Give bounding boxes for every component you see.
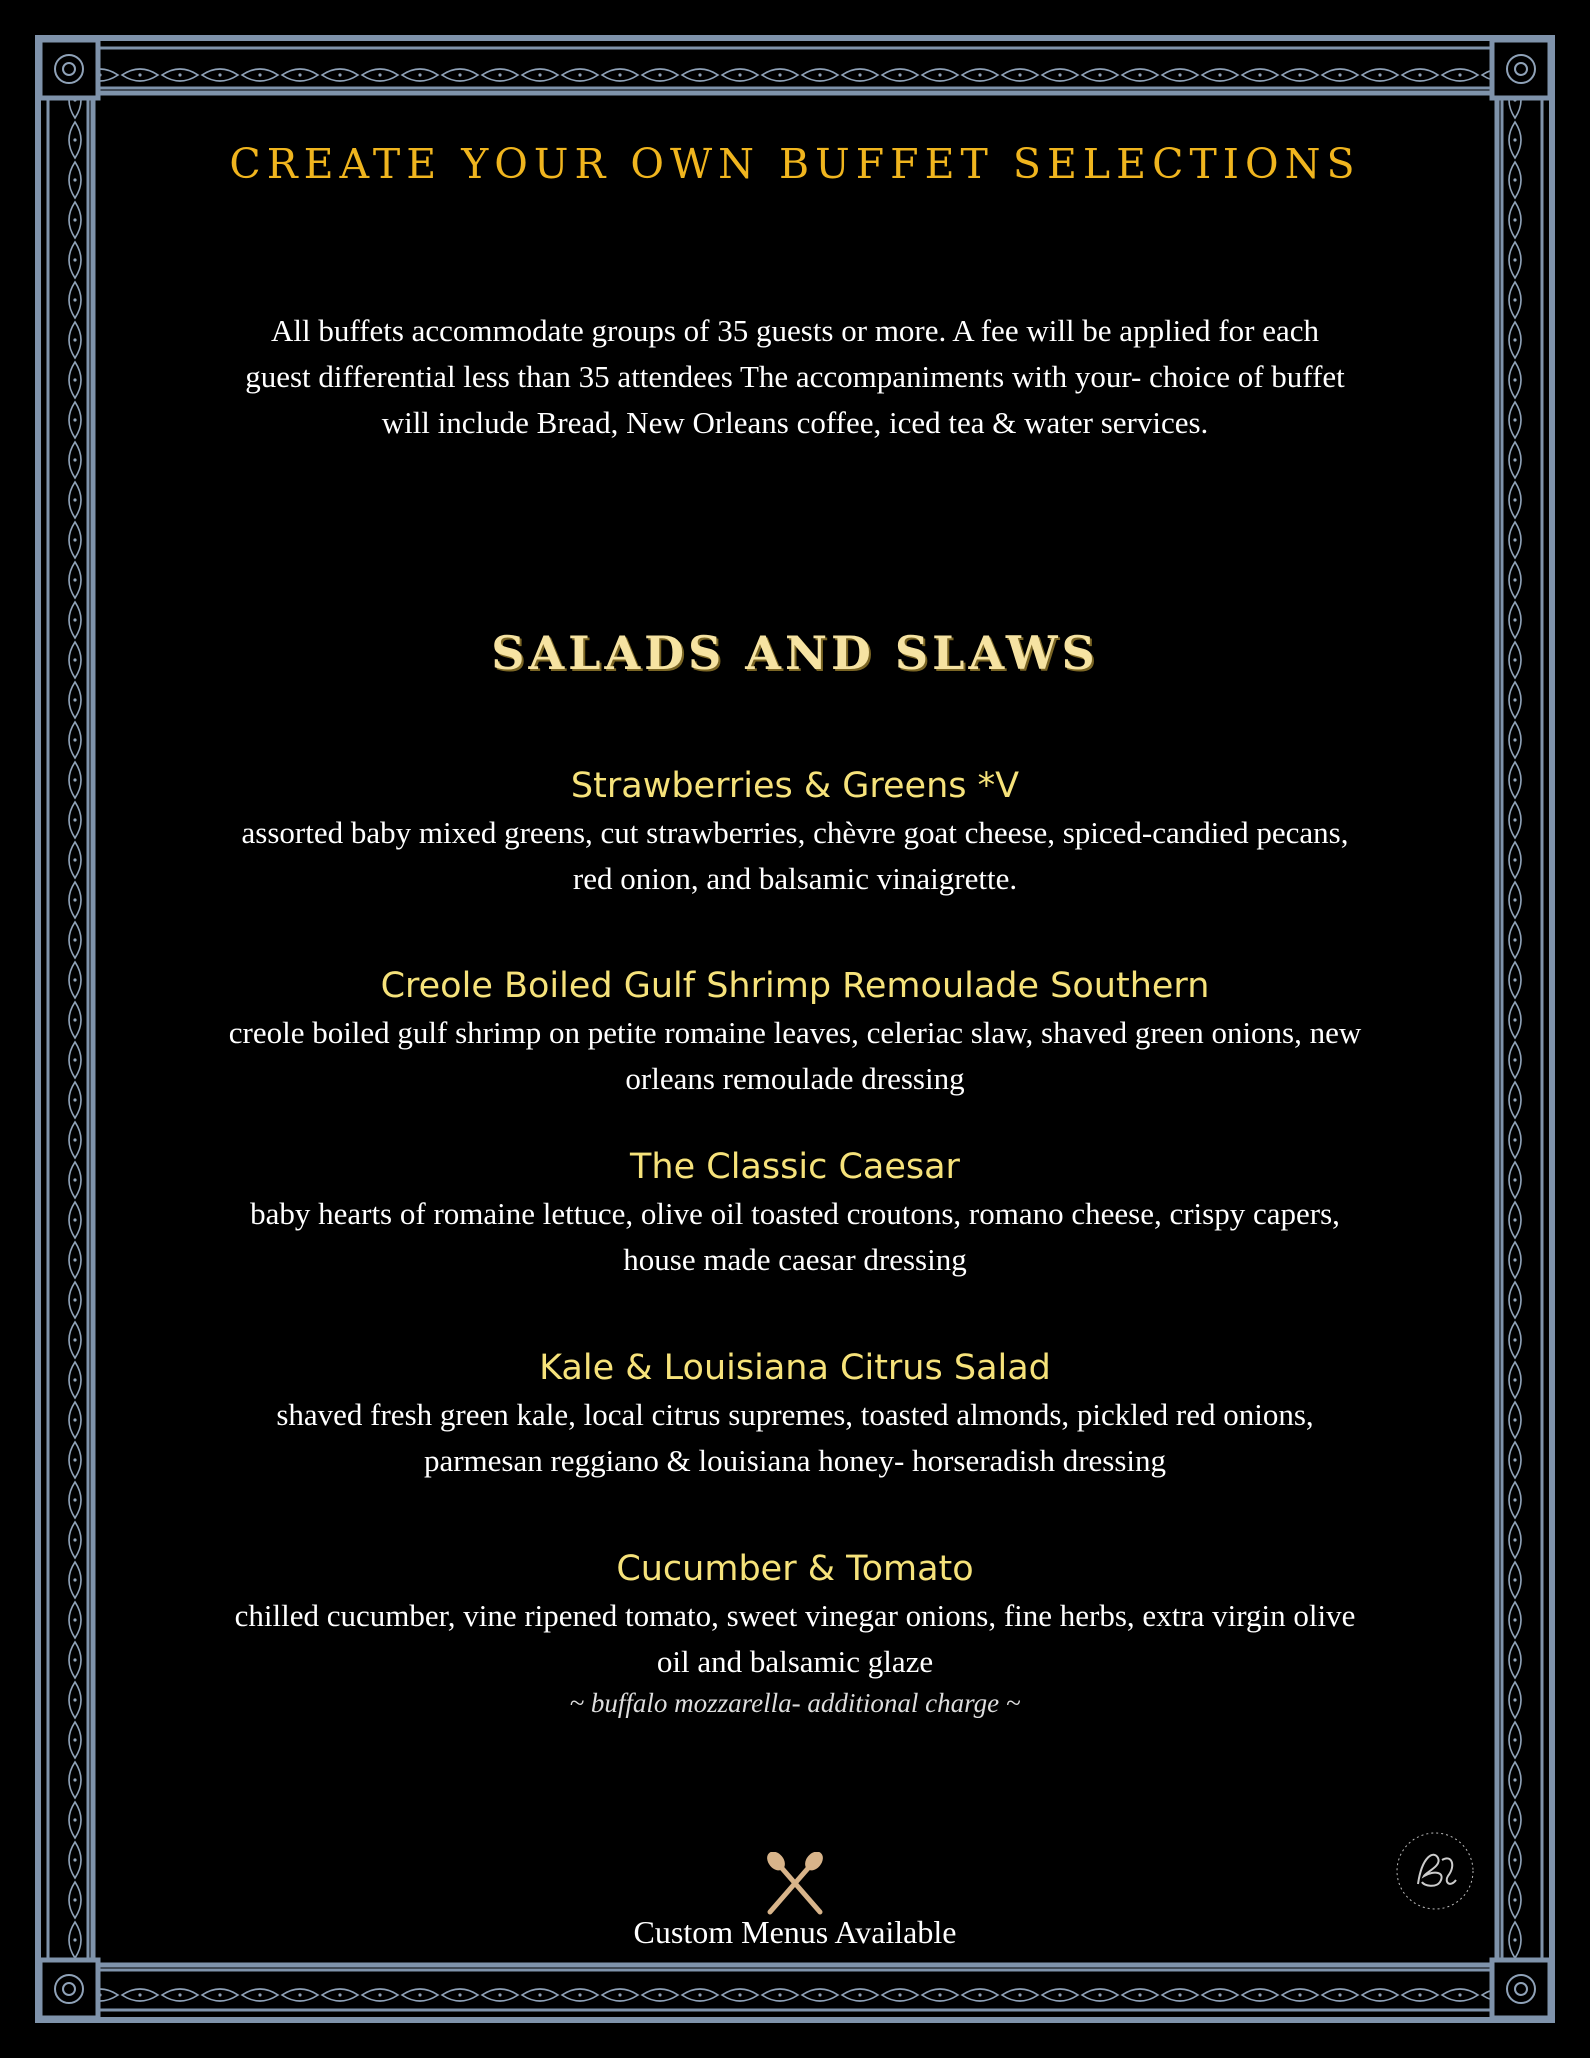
menu-item-description: creole boiled gulf shrimp on petite romaine leaves, celeriac slaw, shaved green onions, new orleans remoulade dressing [228,1015,1362,1096]
menu-item-name: The Classic Caesar [630,1147,960,1187]
menu-item-description: baby hearts of romaine lettuce, olive oil toasted croutons, romano cheese, crispy capers, house made caesar dressing [250,1196,1340,1277]
menu-item-name: Kale & Louisiana Citrus Salad [539,1348,1051,1388]
intro-paragraph: All buffets accommodate groups of 35 guests or more. A fee will be applied for each guest differential less than 35 attendees The accompaniments with your- choice of buffet will include Bread, New Orleans coffee, iced tea & water services. [245,313,1345,440]
page-title: CREATE YOUR OWN BUFFET SELECTIONS [229,140,1361,188]
section-title: SALADS AND SLAWS [491,626,1099,680]
menu-item [160,962,1430,1102]
menu-item-name: Strawberries & Greens *V [570,766,1020,806]
menu-item-name: Cucumber & Tomato [616,1549,974,1589]
menu-item-description: assorted baby mixed greens, cut strawberries, chèvre goat cheese, spiced-candied pecans, red onion, and balsamic vinaigrette. [241,815,1349,896]
menu-item [160,762,1430,902]
crossed-spoons-icon [760,1852,830,1918]
menu-item [160,1143,1430,1283]
menu-item-name: Creole Boiled Gulf Shrimp Remoulade Southern [380,966,1210,1006]
chef-monogram-seal-icon [1390,1826,1480,1916]
custom-menus-note: Custom Menus Available [633,1914,957,1950]
menu-item-description: shaved fresh green kale, local citrus supremes, toasted almonds, pickled red onions, parmesan reggiano & louisiana honey- horseradish dressing [276,1397,1314,1478]
menu-item-description: chilled cucumber, vine ripened tomato, sweet vinegar onions, fine herbs, extra virgin olive oil and balsamic glaze [234,1598,1356,1679]
menu-item-note: ~ buffalo mozzarella- additional charge ~ [569,1688,1021,1718]
menu-item [160,1545,1430,1721]
menu-item [160,1344,1430,1484]
